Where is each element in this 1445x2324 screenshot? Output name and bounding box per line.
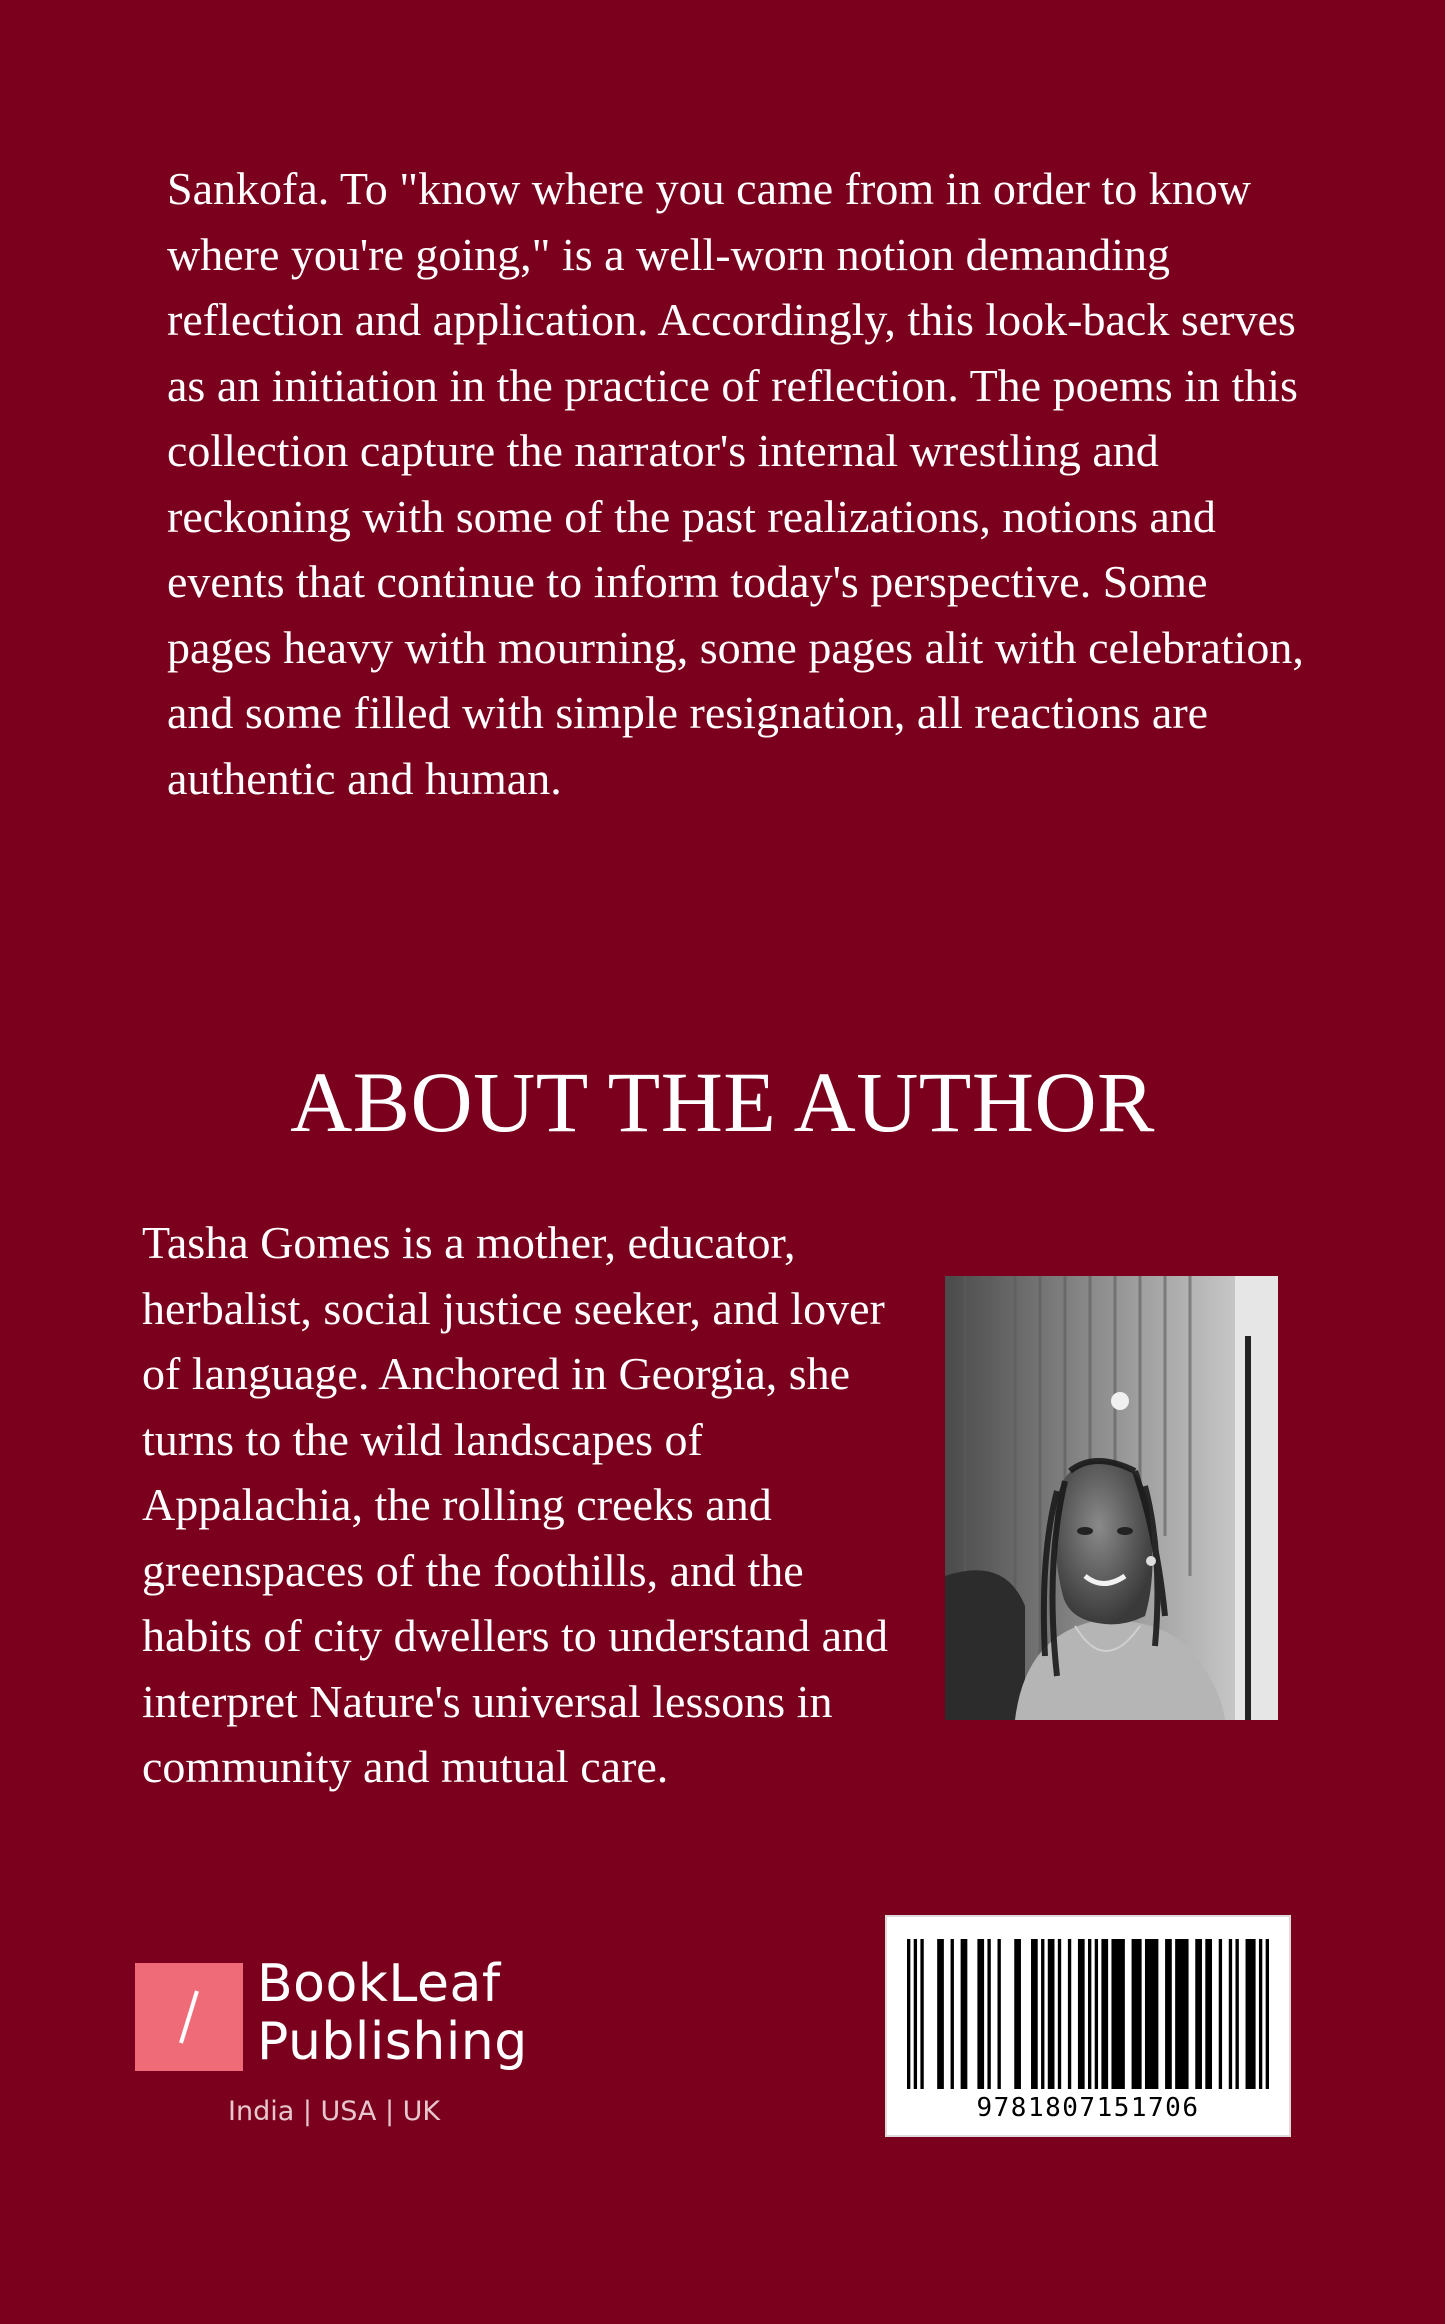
publisher-slash-icon xyxy=(135,1963,243,2071)
barcode-bars-icon xyxy=(907,1939,1269,2089)
about-author-heading: ABOUT THE AUTHOR xyxy=(290,1054,1155,1150)
publisher-name xyxy=(257,1955,528,2071)
publisher-name-line1: BookLeaf xyxy=(257,1954,501,2014)
author-photo xyxy=(945,1276,1278,1720)
author-bio: Tasha Gomes is a mother, educator, herbalist, social justice seeker, and lover of language. Anchored in Georgia, she turns to the wild landscapes of Appalachia, the rolling creeks and greenspaces of the foothills, and the habits of city dwellers to understand and interpret Nature's universal lessons in community and mutual care. xyxy=(142,1217,889,1792)
isbn-barcode xyxy=(885,1915,1291,2137)
publisher-locations: India | USA | UK xyxy=(228,2096,441,2127)
isbn-number: 9781807151706 xyxy=(976,2093,1200,2123)
publisher-name-line2: Publishing xyxy=(257,2012,528,2072)
publisher-logo xyxy=(135,1954,555,2143)
back-cover-blurb: Sankofa. To "know where you came from in order to know where you're going," is a well-worn notion demanding reflection and application. Accordingly, this look-back serves as an initiation in the practice of reflection. The poems in this collection capture the narrator's internal wrestling and reckoning with some of the past realizations, notions and events that continue to inform today's perspective. Some pages heavy with mourning, some pages alit with celebration, and some filled with simple resignation, all reactions are authentic and human. xyxy=(167,163,1304,804)
